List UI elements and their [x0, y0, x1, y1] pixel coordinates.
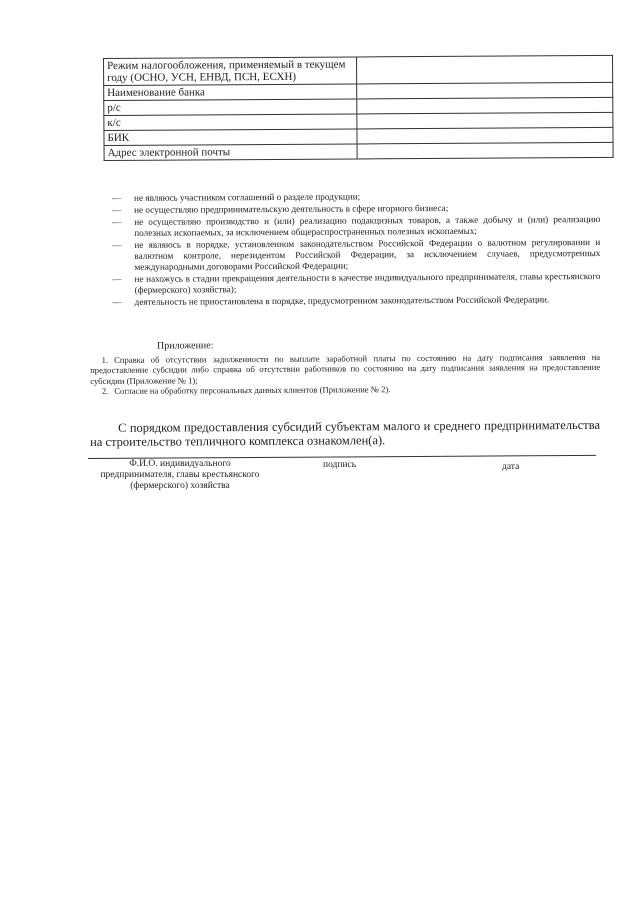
bik-label: БИК [104, 129, 357, 146]
list-item [112, 214, 600, 239]
signature-fio-caption: Ф.И.О. индивидуального предпринимателя, главы крестьянского (фермерского) хозяйства [100, 459, 260, 491]
dash-marker: — [112, 192, 122, 203]
email-label: Адрес электронной почты [104, 144, 357, 161]
appendix-title: Приложение: [156, 340, 214, 352]
appendix-section [90, 339, 600, 397]
appendix-item-number: 1. [101, 354, 109, 365]
dash-marker: — [112, 216, 122, 227]
declarations-list [112, 190, 601, 309]
correspondent-account-value[interactable] [357, 112, 613, 129]
declaration-text: не являюсь в порядке, установленном законодательством Российской Федерации о валютном регулировании и валютном контроле, нерезидентом Российской Федерации, за исключением случаев, предусмотренных международными договорами Российской Федерации; [134, 237, 601, 272]
declaration-text: не осуществляю предпринимательскую деятельность в сфере игорного бизнеса; [134, 202, 449, 215]
email-value[interactable] [357, 142, 613, 159]
settlement-account-value[interactable] [357, 97, 613, 114]
table-row [104, 142, 613, 160]
declaration-text: деятельность не приостановлена в порядке, предусмотренном законодательством Российской Федерации. [134, 294, 550, 307]
list-item [112, 271, 600, 296]
tax-regime-value[interactable] [357, 55, 613, 84]
table-row [104, 55, 613, 85]
bank-name-value[interactable] [357, 82, 613, 99]
list-item [112, 237, 600, 273]
bik-value[interactable] [357, 127, 613, 144]
tax-regime-label: Режим налогообложения, применяемый в текущем году (ОСНО, УСН, ЕНВД, ПСН, ЕСХН) [104, 57, 357, 86]
declaration-text: не нахожусь в стадии прекращения деятельности в качестве индивидуального предпринимателя, главы крестьянского (фермерского) хозяйства); [134, 271, 601, 295]
signature-date-caption: дата [502, 462, 520, 472]
signature-sign-caption: подпись [323, 460, 357, 470]
settlement-account-label: р/с [104, 99, 357, 116]
acknowledgement-text: С порядком предоставления субсидий субъектам малого и среднего предпринимательства на строительство тепличного комплекса ознакомлен(а). [90, 417, 601, 449]
appendix-item-number: 2. [101, 385, 109, 396]
declaration-text: не осуществляю производство и (или) реализацию подакцизных товаров, а также добычу и (или) реализацию полезных ископаемых, за исключением общераспространенных полезных ископаемых; [134, 214, 601, 238]
list-item [113, 294, 601, 308]
correspondent-account-label: к/с [104, 114, 357, 131]
appendix-item-text: Согласие на обработку персональных данных клиентов (Приложение № 2). [114, 384, 391, 396]
dash-marker: — [112, 204, 122, 215]
appendix-item [90, 351, 600, 386]
declaration-text: не являюсь участником соглашений о разделе продукции; [133, 191, 361, 203]
dash-marker: — [112, 296, 122, 307]
appendix-item-text: Справка об отсутствии задолженности по выплате заработной платы по состоянию на дату подписания заявления на предоставление субсидии либо справка об отсутствии работников по состоянию на дату подписания заявления на предоставление субсидии (Приложение № 1); [90, 351, 601, 386]
bank-name-label: Наименование банка [104, 84, 357, 101]
requisites-table [103, 55, 614, 161]
dash-marker: — [112, 239, 122, 250]
appendix-item [90, 383, 600, 397]
dash-marker: — [112, 273, 122, 284]
